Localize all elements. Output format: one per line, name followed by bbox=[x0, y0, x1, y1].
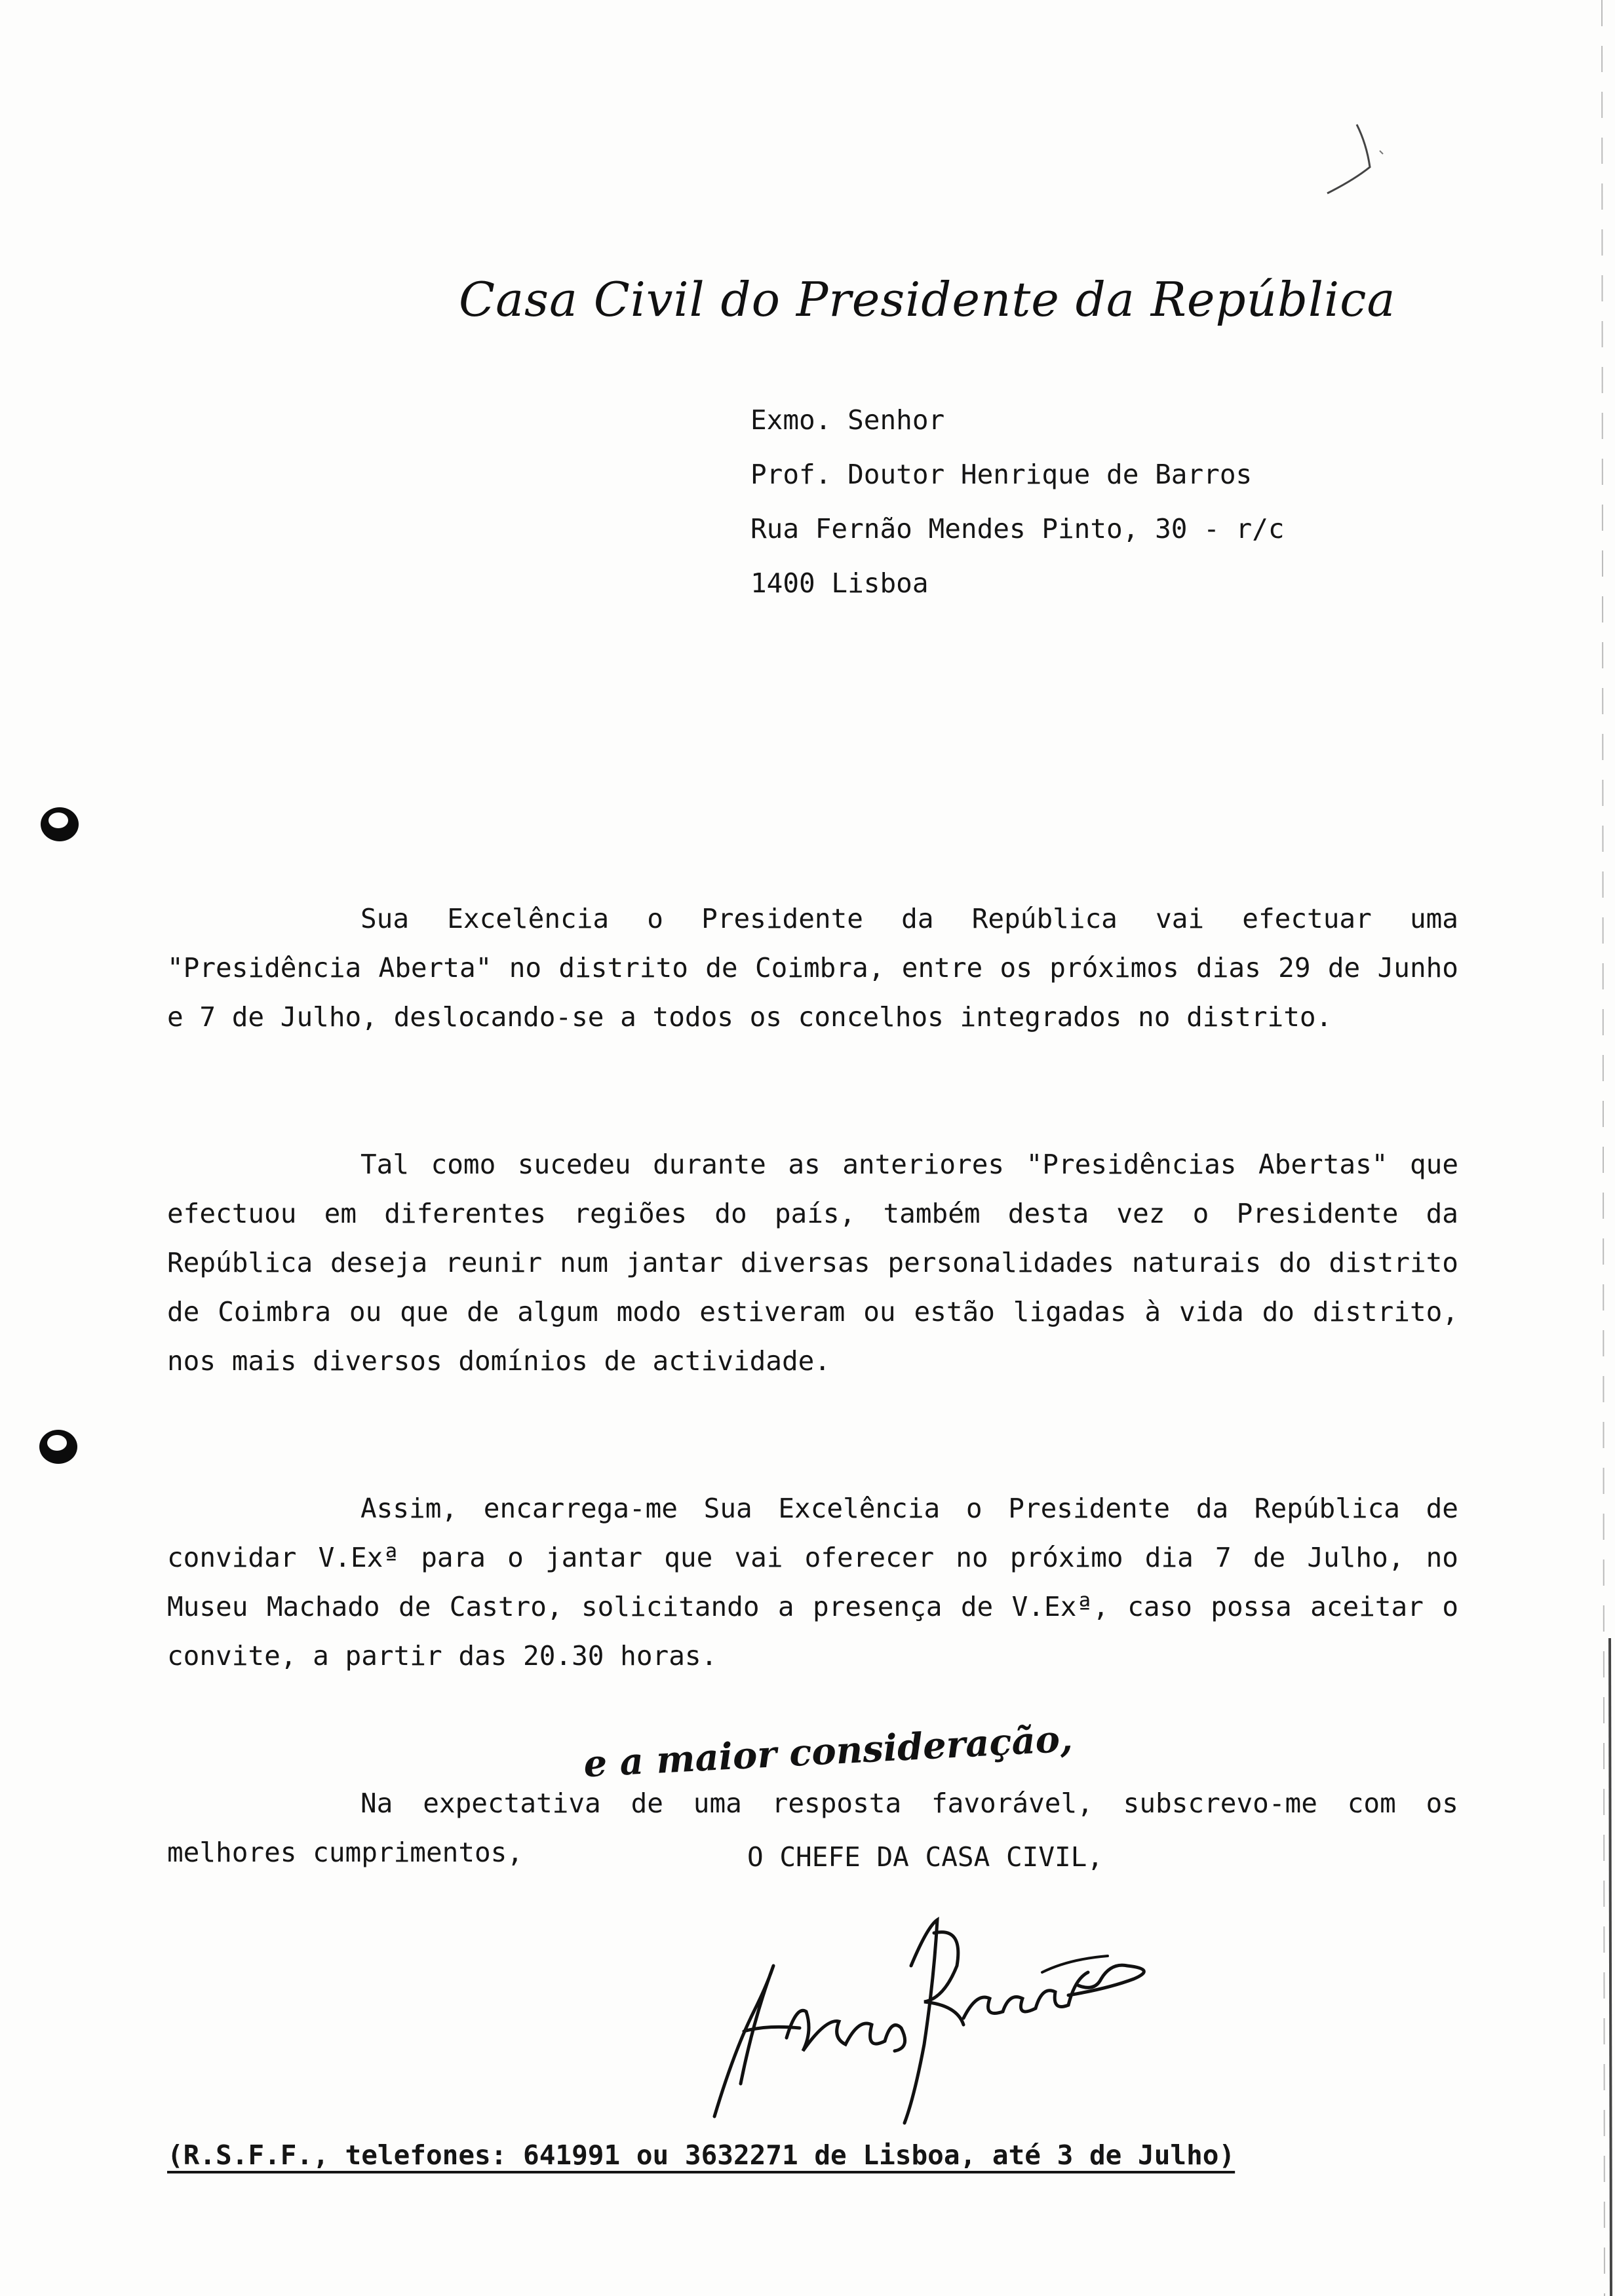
recipient-city: 1400 Lisboa bbox=[750, 567, 929, 599]
body-paragraph: Na expectativa de uma resposta favorável, subscrevo-me com os melhores cumprimentos, bbox=[167, 1788, 1458, 1868]
footer-note: (R.S.F.F., telefones: 641991 ou 3632271 de Lisboa, até 3 de Julho) bbox=[167, 2139, 1236, 2171]
body-paragraph: Tal como sucedeu durante as anteriores "Presidências Abertas" que efectuou em diferentes regiões do país, também desta vez o Presidente da República deseja reunir num jantar diversas personalidades naturais do distrito de Coimbra ou que de algum modo estiveram ou estão ligadas à vida do distrito, nos mais diversos domínios de actividade. bbox=[167, 1149, 1458, 1377]
recipient-salutation: Exmo. Senhor bbox=[750, 404, 945, 436]
page-edge-shadow bbox=[1576, 0, 1615, 2296]
recipient-address bbox=[750, 393, 1285, 611]
punch-hole-top bbox=[41, 807, 79, 841]
signature-image bbox=[675, 1887, 1173, 2136]
body-paragraph: Assim, encarrega-me Sua Excelência o Presidente da República de convidar V.Exª para o jantar que vai oferecer no próximo dia 7 de Julho, no Museu Machado de Castro, solicitando a presença de V.Exª, caso possa aceitar o convite, a partir das 20.30 horas. bbox=[167, 1493, 1458, 1672]
letterhead: Casa Civil do Presidente da República bbox=[459, 272, 1396, 327]
recipient-street: Rua Fernão Mendes Pinto, 30 - r/c bbox=[750, 513, 1285, 545]
handwritten-closing: e a maior consideração, bbox=[582, 1717, 1074, 1786]
letter-body bbox=[167, 894, 1458, 1877]
corner-pencil-mark bbox=[1317, 118, 1409, 216]
body-paragraph: Sua Excelência o Presidente da República vai efectuar uma "Presidência Aberta" no distrito de Coimbra, entre os próximos dias 29 de Junho e 7 de Julho, deslocando-se a todos os concelhos integrados no distrito. bbox=[167, 903, 1458, 1033]
punch-hole-bottom bbox=[39, 1430, 77, 1464]
recipient-name: Prof. Doutor Henrique de Barros bbox=[750, 459, 1253, 490]
signatory-title: O CHEFE DA CASA CIVIL, bbox=[747, 1841, 1104, 1873]
